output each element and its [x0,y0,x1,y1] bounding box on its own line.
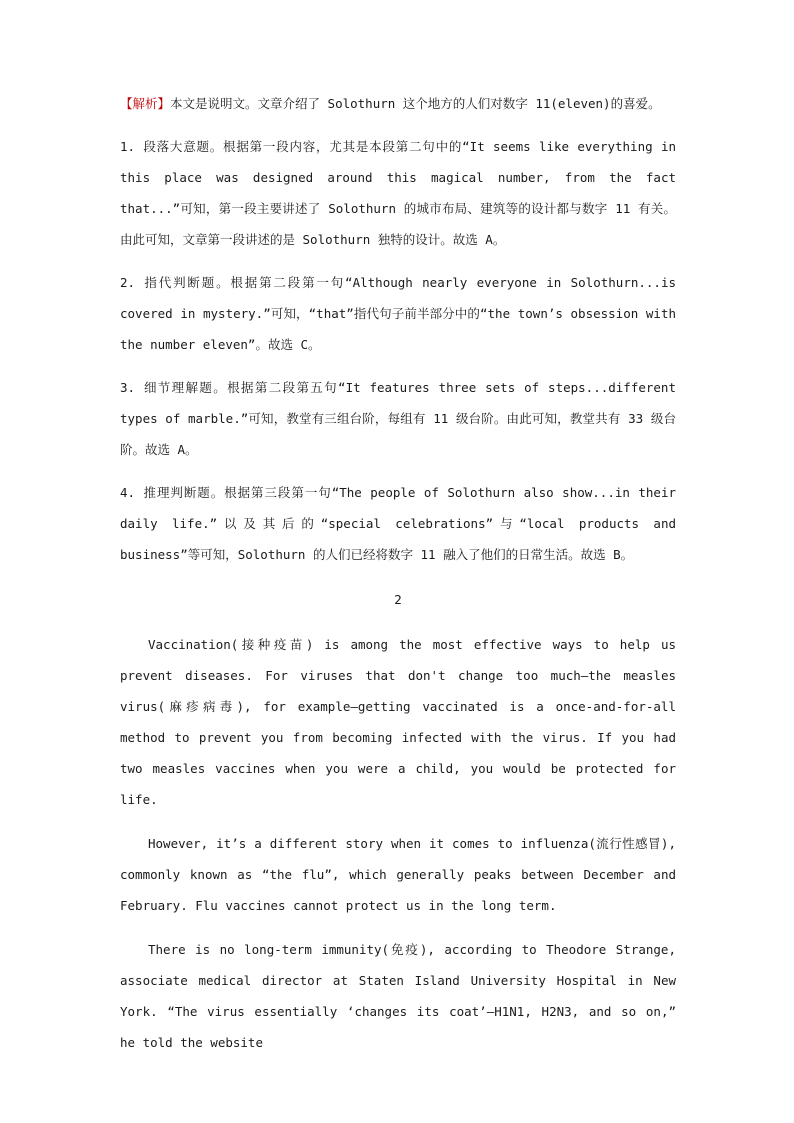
passage-paragraph-2: However, it’s a different story when it comes to influenza(流行性感冒), commonly known as “the flu”, which generally peaks between December and February. Flu vaccines cannot protect us in the long term. [120,836,676,913]
analysis-intro [120,88,676,119]
page-number: 2 [394,592,402,607]
passage-paragraph-1: Vaccination(接种疫苗) is among the most effective ways to help us prevent diseases. For viruses that don't change too much—the measles virus(麻疹病毒), for example—getting vaccinated is a once-and-for-all method to prevent you from becoming infected with the virus. If you had two measles vaccines when you were a child, you would be protected for life. [120,637,676,807]
analysis-tag: 【解析】 [120,96,171,111]
analysis-item-2: 2. 指代判断题。根据第二段第一句“Although nearly everyone in Solothurn...is covered in mystery.”可知，“that”指代句子前半部分中的“the town’s obsession with the number eleven”。故选 C。 [120,275,676,352]
passage-paragraph-3: There is no long-term immunity(免疫), according to Theodore Strange, associate medical director at Staten Island University Hospital in New York. “The virus essentially ‘changes its coat’—H1N1, H2N3, and so on,” he told the website [120,942,676,1050]
analysis-item-3: 3. 细节理解题。根据第二段第五句“It features three sets of steps...different types of marble.”可知，教堂有三组台阶，每组有 11 级台阶。由此可知，教堂共有 33 级台阶。故选 A。 [120,380,676,457]
analysis-item-1: 1. 段落大意题。根据第一段内容，尤其是本段第二句中的“It seems like everything in this place was designed around this magical number, from the fact that...”可知，第一段主要讲述了 Solothurn 的城市布局、建筑等的设计都与数字 11 有关。由此可知，文章第一段讲述的是 Solothurn 独特的设计。故选 A。 [120,139,676,247]
analysis-item-4: 4. 推理判断题。根据第三段第一句“The people of Solothurn also show...in their daily life.”以及其后的“special celebrations”与“local products and business”等可知，Solothurn 的人们已经将数字 11 融入了他们的日常生活。故选 B。 [120,485,676,562]
analysis-intro-text: 本文是说明文。文章介绍了 Solothurn 这个地方的人们对数字 11(eleven)的喜爱。 [170,96,661,111]
reading-passage [120,629,676,1058]
document-page [120,88,676,1088]
